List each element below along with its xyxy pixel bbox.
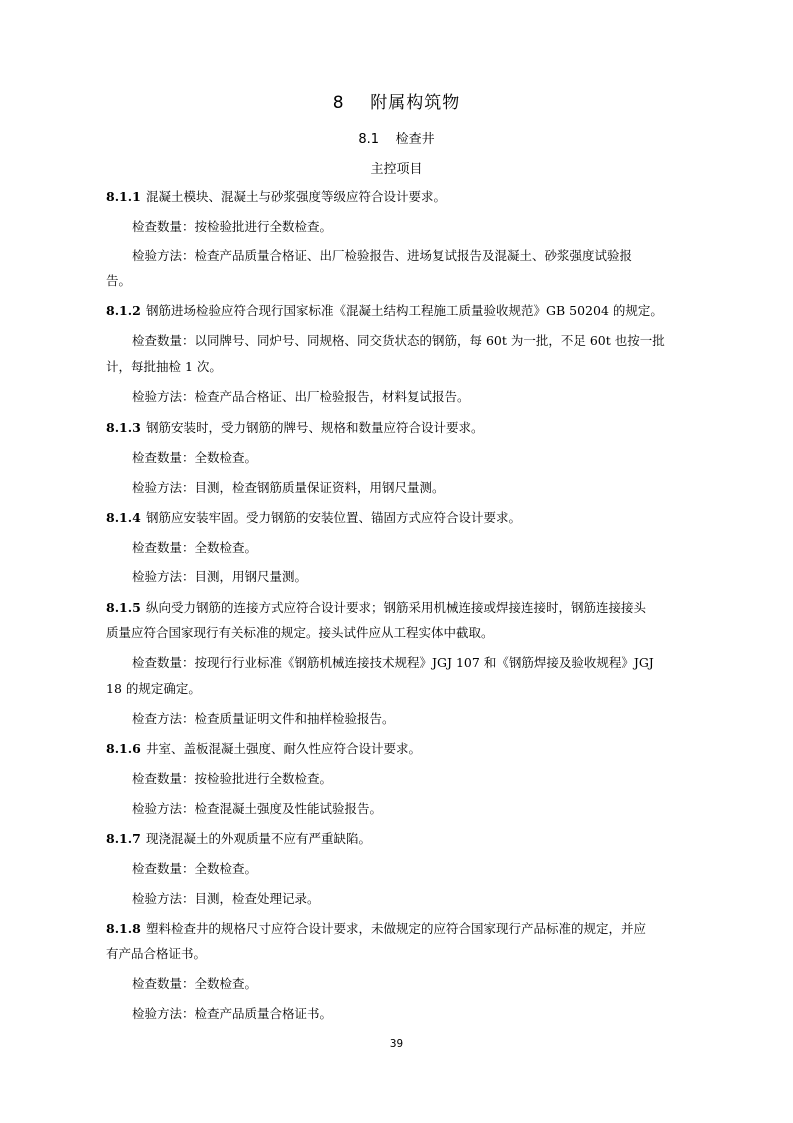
subsection-title: 主控项目 (370, 162, 423, 177)
clause-number: 8.1.8 (106, 921, 141, 936)
clause-text-line1: 塑料检查井的规格尺寸应符合设计要求，未做规定的应符合国家现行产品标准的规定，并应 (146, 921, 647, 936)
clause-8-1-6-method: 检验方法：检查混凝土强度及性能试验报告。 (132, 801, 383, 816)
clause-number: 8.1.1 (106, 189, 141, 204)
clause-8-1-5-quantity-line2: 18 的规定确定。 (106, 681, 201, 696)
clause-8-1-6-heading (106, 741, 421, 757)
clause-8-1-8-method: 检验方法：检查产品质量合格证书。 (132, 1006, 333, 1021)
clause-8-1-4-quantity: 检查数量：全数检查。 (132, 540, 258, 555)
clause-text-line1: 纵向受力钢筋的连接方式应符合设计要求；钢筋采用机械连接或焊接连接时，钢筋连接接头 (146, 600, 647, 615)
clause-8-1-2-heading (106, 303, 663, 319)
clause-8-1-5-text-line2: 质量应符合国家现行有关标准的规定。接头试件应从工程实体中截取。 (106, 625, 494, 640)
clause-8-1-1-heading (106, 189, 446, 205)
clause-8-1-7-method: 检验方法：目测，检查处理记录。 (132, 891, 320, 906)
clause-number: 8.1.3 (106, 420, 141, 435)
clause-text: 现浇混凝土的外观质量不应有严重缺陷。 (146, 831, 372, 846)
clause-8-1-8-text-line2: 有产品合格证书。 (106, 946, 207, 961)
clause-number: 8.1.6 (106, 741, 141, 756)
clause-number: 8.1.2 (106, 303, 141, 318)
clause-8-1-5-method: 检查方法：检查质量证明文件和抽样检验报告。 (132, 711, 395, 726)
clause-8-1-5-heading (106, 600, 646, 616)
section-title: 8.1 检查井 (358, 132, 435, 147)
clause-8-1-2-quantity-line1: 检查数量：以同牌号、同炉号、同规格、同交货状态的钢筋，每 60t 为一批，不足 60t 也按一批 (132, 333, 665, 348)
clause-8-1-8-heading (106, 921, 646, 937)
clause-text: 井室、盖板混凝土强度、耐久性应符合设计要求。 (146, 741, 422, 756)
clause-text: 钢筋安装时，受力钢筋的牌号、规格和数量应符合设计要求。 (146, 420, 484, 435)
clause-number: 8.1.7 (106, 831, 141, 846)
clause-text: 钢筋进场检验应符合现行国家标准《混凝土结构工程施工质量验收规范》GB 50204 的规定。 (146, 303, 663, 318)
clause-8-1-1-method-line1: 检验方法：检查产品质量合格证、出厂检验报告、进场复试报告及混凝土、砂浆强度试验报 (132, 248, 633, 263)
clause-8-1-3-heading (106, 420, 484, 436)
clause-8-1-5-quantity-line1: 检查数量：按现行行业标准《钢筋机械连接技术规程》JGJ 107 和《钢筋焊接及验收规程》JGJ (132, 655, 654, 670)
clause-8-1-2-method: 检验方法：检查产品合格证、出厂检验报告，材料复试报告。 (132, 389, 470, 404)
clause-8-1-7-heading (106, 831, 371, 847)
clause-8-1-3-method: 检验方法：目测，检查钢筋质量保证资料，用钢尺量测。 (132, 480, 445, 495)
clause-8-1-3-quantity: 检查数量：全数检查。 (132, 450, 258, 465)
clause-text: 钢筋应安装牢固。受力钢筋的安装位置、锚固方式应符合设计要求。 (146, 510, 522, 525)
clause-8-1-4-method: 检验方法：目测，用钢尺量测。 (132, 569, 308, 584)
clause-8-1-1-quantity: 检查数量：按检验批进行全数检查。 (132, 219, 333, 234)
clause-number: 8.1.4 (106, 510, 141, 525)
clause-number: 8.1.5 (106, 600, 141, 615)
clause-text: 混凝土模块、混凝土与砂浆强度等级应符合设计要求。 (146, 189, 447, 204)
page-number: 39 (389, 1037, 404, 1050)
clause-8-1-1-method-line2: 告。 (106, 273, 132, 288)
clause-8-1-8-quantity: 检查数量：全数检查。 (132, 976, 258, 991)
clause-8-1-4-heading (106, 510, 521, 526)
clause-8-1-2-quantity-line2: 计，每批抽检 1 次。 (106, 359, 222, 374)
chapter-title: 8 附属构筑物 (332, 93, 461, 113)
clause-8-1-6-quantity: 检查数量：按检验批进行全数检查。 (132, 771, 333, 786)
clause-8-1-7-quantity: 检查数量：全数检查。 (132, 861, 258, 876)
